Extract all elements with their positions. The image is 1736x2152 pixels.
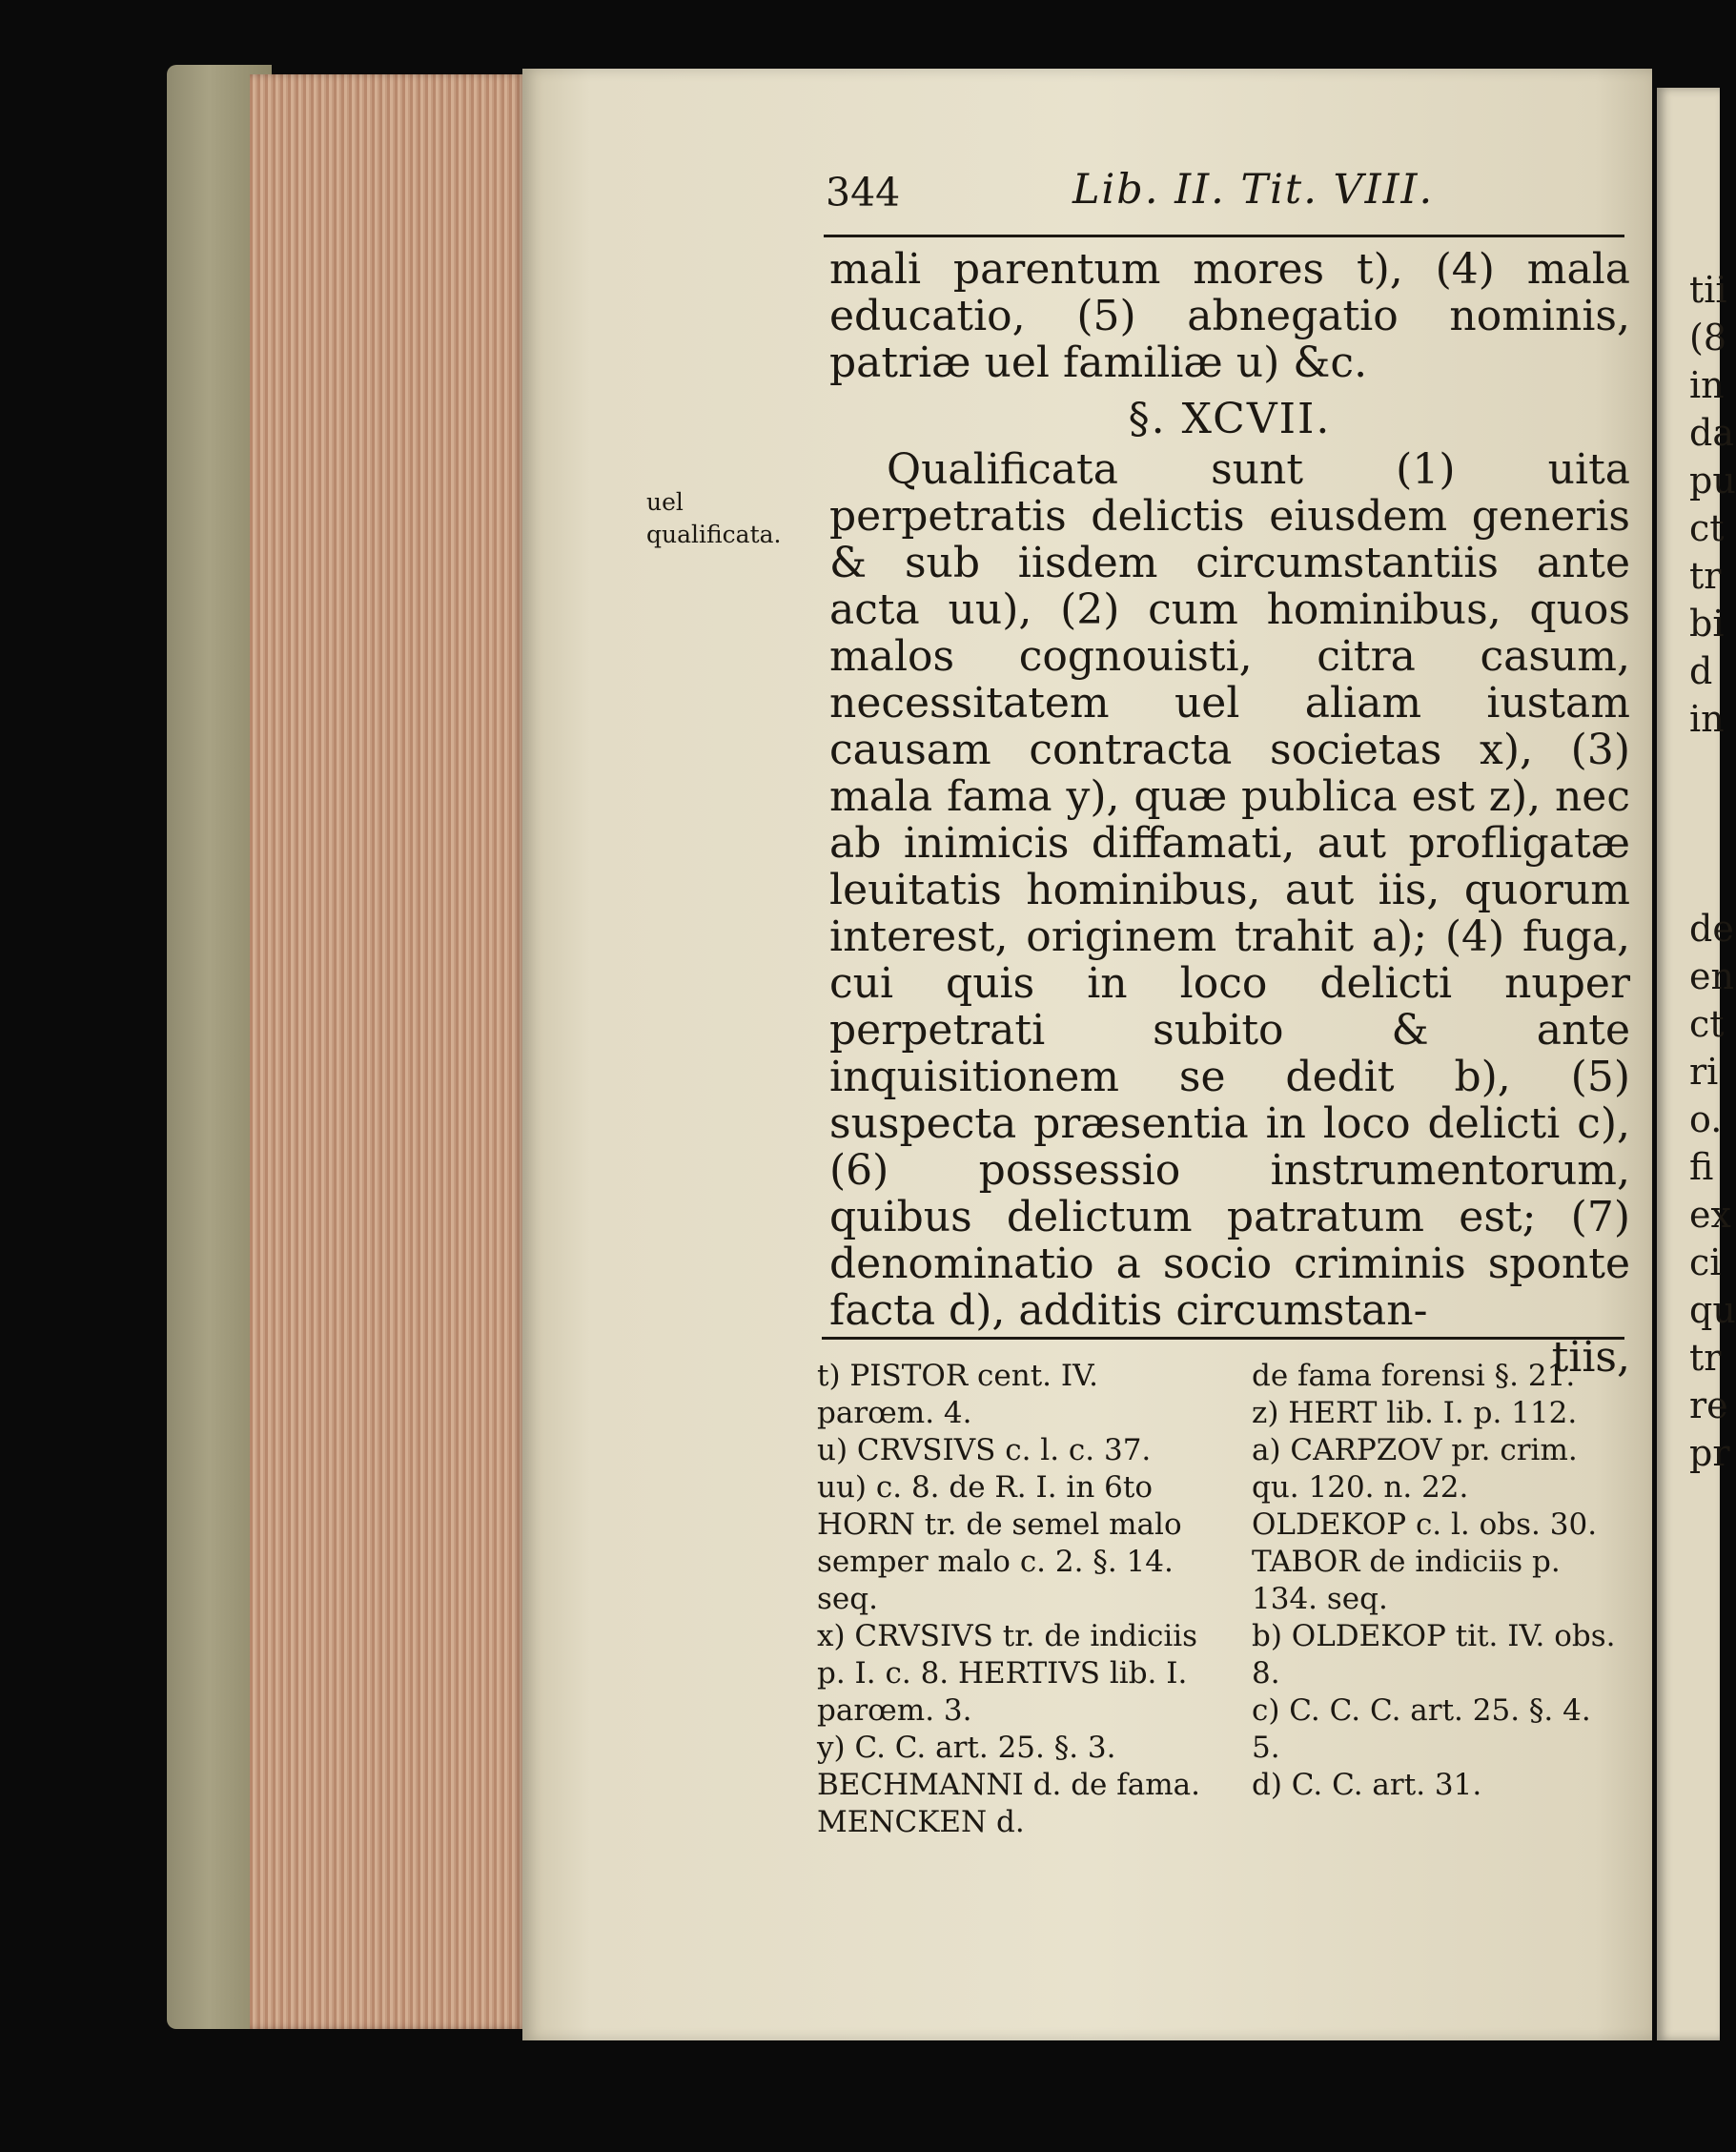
catchword: tiis, bbox=[1551, 1333, 1630, 1382]
next-page-fragment: re bbox=[1689, 1384, 1728, 1426]
page-edges bbox=[250, 74, 526, 2029]
footnote: a) CARPZOV pr. crim. qu. 120. n. 22. OLDEKOP c. l. obs. 30. TABOR de indiciis p. 134. seq. bbox=[1252, 1433, 1598, 1616]
next-page-fragment: tii bbox=[1689, 269, 1727, 311]
footnote: x) CRVSIVS tr. de indiciis p. I. c. 8. HERTIVS lib. I. parœm. 3. bbox=[817, 1619, 1198, 1728]
next-page-fragment: pu bbox=[1689, 460, 1736, 502]
next-page-fragment: ct bbox=[1689, 1003, 1725, 1045]
footnotes-left bbox=[817, 1358, 1214, 1841]
next-page-fragment: pr bbox=[1689, 1432, 1730, 1474]
footnote: de fama forensi §. 21. bbox=[1252, 1359, 1576, 1393]
next-page-fragment: tr bbox=[1689, 555, 1722, 597]
footnote: u) CRVSIVS c. l. c. 37. bbox=[817, 1433, 1152, 1467]
paragraph-qualificata: Qualificata sunt (1) uita perpetratis delictis eiusdem generis & sub iisdem circumstantiis ante acta uu), (2) cum hominibus, quos malos cognouisti, citra casum, necessitatem uel aliam iustam causam contracta societas x), (3) mala fama y), quæ publica est z), nec ab inimicis diffamati, aut profligatæ leuitatis hominibus, aut iis, quorum interest, originem trahit a); (4) fuga, cui quis in loco delicti nuper perpetrati subito & ante inquisitionem se dedit b), (5) suspecta præsentia in loco delicti c), (6) possessio instrumentorum, quibus delictum patratum est; (7) denominatio a socio criminis sponte facta d), additis circumstan- bbox=[829, 445, 1630, 1335]
next-page-fragment: bi bbox=[1689, 603, 1725, 645]
page-number: 344 bbox=[826, 170, 901, 215]
footnote: y) C. C. art. 25. §. 3. BECHMANNI d. de fama. MENCKEN d. bbox=[817, 1731, 1200, 1839]
footnote-rule bbox=[822, 1337, 1624, 1340]
next-page-fragment: fi bbox=[1689, 1146, 1714, 1188]
next-page-fragment: ci bbox=[1689, 1241, 1722, 1283]
next-page-fragment: ri bbox=[1689, 1051, 1719, 1093]
next-page-fragment: en bbox=[1689, 955, 1734, 997]
header-rule bbox=[824, 235, 1624, 237]
footnote: uu) c. 8. de R. I. in 6to HORN tr. de semel malo semper malo c. 2. §. 14. seq. bbox=[817, 1470, 1182, 1616]
paragraph-continuation: mali parentum mores t), (4) mala educatio, (5) abnegatio nominis, patriæ uel familiæ u) &c. bbox=[829, 245, 1630, 387]
footnote: t) PISTOR cent. IV. parœm. 4. bbox=[817, 1359, 1098, 1430]
footnote: z) HERT lib. I. p. 112. bbox=[1252, 1396, 1578, 1430]
next-page-fragment: (8 bbox=[1689, 317, 1727, 359]
next-page-fragment: in bbox=[1689, 364, 1725, 406]
next-page-fragment: tr bbox=[1689, 1337, 1722, 1379]
next-page-fragment: in bbox=[1689, 698, 1725, 740]
margin-note: uel qualificata. bbox=[646, 488, 782, 548]
footnote: c) C. C. C. art. 25. §. 4. 5. bbox=[1252, 1693, 1591, 1765]
running-head: Lib. II. Tit. VIII. bbox=[1072, 166, 1435, 214]
main-text bbox=[829, 246, 1630, 1381]
footnote: b) OLDEKOP tit. IV. obs. 8. bbox=[1252, 1619, 1616, 1691]
next-page-fragment: da bbox=[1689, 412, 1734, 454]
next-page-fragment: ex bbox=[1689, 1194, 1731, 1236]
section-heading: §. XCVII. bbox=[1128, 395, 1332, 443]
next-page-fragment: ct bbox=[1689, 507, 1725, 549]
next-page-fragment: de bbox=[1689, 908, 1734, 950]
next-page-fragment: d bbox=[1689, 650, 1713, 692]
next-page-fragment: o. bbox=[1689, 1098, 1723, 1140]
footnotes-right bbox=[1252, 1358, 1624, 1804]
next-page-fragment: qu bbox=[1689, 1289, 1736, 1331]
footnote: d) C. C. art. 31. bbox=[1252, 1768, 1482, 1802]
